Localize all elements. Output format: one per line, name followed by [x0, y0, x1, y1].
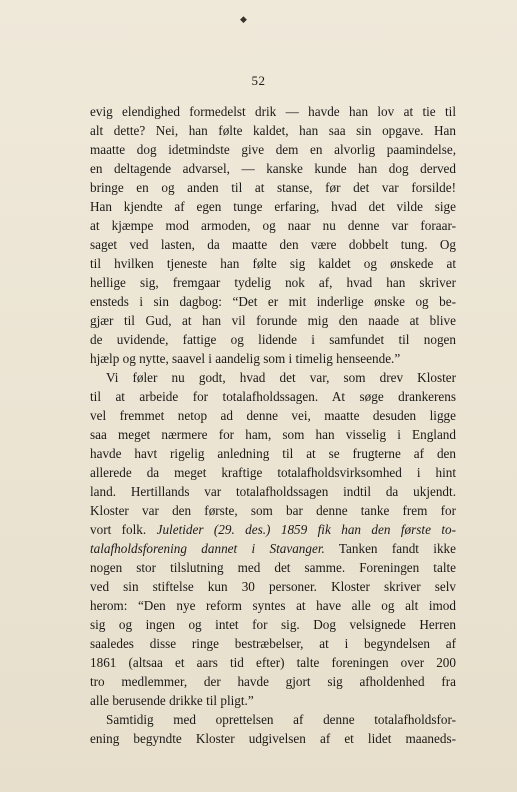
- text-line: en deltagende advarsel, — kanske kunde han dog derved: [90, 161, 456, 176]
- text-line: vel fremmet netop ad denne vei, maatte desuden ligge: [90, 408, 456, 423]
- text-line: nogen stor tilslutning med det samme. Foreningen talte: [90, 560, 456, 575]
- text-line: maatte dog idetmindste give dem en alvorlig paamindelse,: [90, 142, 456, 157]
- text-line: allerede da meget kraftige totalafholdsvirksomhed i hint: [90, 465, 456, 480]
- line-rest-text: Tanken fandt ikke: [324, 541, 456, 556]
- text-line: Kloster var den første, som bar denne tanke frem for: [90, 503, 456, 518]
- text-line: ensteds i sin dagbog: “Det er mit inderlige ønske og be-: [90, 294, 456, 309]
- text-line: til at arbeide for totalafholdssagen. At søge drankerens: [90, 389, 456, 404]
- page-number: 52: [251, 73, 266, 88]
- text-line: at kjæmpe mod armoden, og naar nu denne var foraar-: [90, 218, 456, 233]
- text-line: havde havt rigelig anledning til at se frugterne af den: [90, 446, 456, 461]
- paragraph-start-line: Samtidig med oprettelsen af denne totalafholdsfor-: [106, 712, 456, 727]
- text-line: tro medlemmer, der havde gjort sig afholdenhed fra: [90, 674, 456, 689]
- text-line: hjælp og nytte, saavel i aandelig som i timelig henseende.”: [90, 351, 401, 366]
- text-line: sig og ingen og intet for sig. Dog velsignede Herren: [90, 617, 456, 632]
- text-line: Han kjendte af egen tunge erfaring, hvad det vilde sige: [90, 199, 456, 214]
- text-line: land. Hertillands var totalafholdssagen indtil da ukjendt.: [90, 484, 456, 499]
- text-line: saa meget nærmere for ham, som han visselig i England: [90, 427, 456, 442]
- text-line: de uvidende, fattige og lidende i samfundet til nogen: [90, 332, 456, 347]
- text-line: 1861 (altsaa et aars tid efter) talte foreningen over 200: [90, 655, 456, 670]
- text-line-with-italics: [90, 539, 456, 558]
- text-line: saaledes disse ringe bestræbelser, at i begyndelsen af: [90, 636, 456, 651]
- text-line: bringe en og anden til at stanse, før det var forsilde!: [90, 180, 456, 195]
- paragraph-start-line: Vi føler nu godt, hvad det var, som drev Kloster: [106, 370, 456, 385]
- line-lead-text: vort folk.: [90, 522, 157, 537]
- text-line: til hvilken tjeneste han følte sig kaldet og ønskede at: [90, 256, 456, 271]
- text-line: gjær til Gud, at han vil forunde mig den naade at blive: [90, 313, 456, 328]
- printer-mark: ◆: [240, 14, 247, 24]
- text-line: hellige sig, fremgaar tydelig nok af, hvad han skriver: [90, 275, 456, 290]
- text-line: saget ved lasten, da maatte den være dobbelt tung. Og: [90, 237, 456, 252]
- italic-text: talafholdsforening dannet i Stavanger.: [90, 541, 325, 556]
- italic-text: Juletider (29. des.) 1859 fik han den første to-: [156, 522, 456, 537]
- text-line: alle berusende drikke til pligt.”: [90, 693, 254, 708]
- text-line: herom: “Den nye reform syntes at have alle og alt imod: [90, 598, 456, 613]
- text-line: alt dette? Nei, han følte kaldet, han saa sin opgave. Han: [90, 123, 456, 138]
- text-line: evig elendighed formedelst drik — havde han lov at tie til: [90, 104, 456, 119]
- text-line-with-italics: [90, 520, 456, 539]
- text-line: ved sin stiftelse kun 30 personer. Kloster skriver selv: [90, 579, 456, 594]
- body-text: [90, 102, 456, 748]
- text-line: ening begyndte Kloster udgivelsen af et lidet maaneds-: [90, 731, 456, 746]
